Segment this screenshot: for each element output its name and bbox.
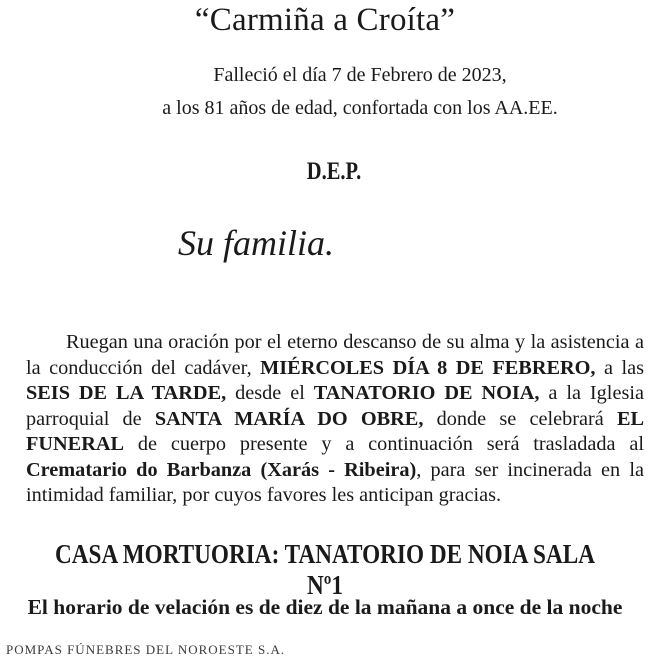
- family-signature: Su familia.: [178, 223, 335, 263]
- announcement-text: desde el: [226, 382, 314, 405]
- age-line: a los 81 años de edad, confortada con los AA.EE.: [162, 97, 558, 119]
- funeral-announcement: [26, 330, 644, 509]
- funeral-date: MIÉRCOLES DÍA 8 DE FEBRERO,: [260, 356, 596, 379]
- announcement-text: , para ser incinerada en la intimidad familiar, por cuyos favores les anticipan gracias.: [26, 458, 644, 507]
- departure-place: TANATORIO DE NOIA,: [313, 382, 540, 405]
- funeral-home-heading: CASA MORTUORIA: TANATORIO DE NOIA SALA Nº1: [55, 539, 595, 600]
- funeral-service: EL FUNERAL: [26, 407, 644, 456]
- announcement-text: de cuerpo presente y a continuación será trasladada al: [124, 433, 644, 456]
- announcement-text: a la Iglesia parroquial de: [26, 382, 644, 430]
- visiting-hours: El horario de velación es de diez de la mañana a once de la noche: [27, 595, 623, 619]
- funeral-company-footer: POMPAS FÚNEBRES DEL NOROESTE S.A.: [6, 642, 286, 657]
- dep-heading: D.E.P.: [306, 158, 362, 185]
- announcement-text: Ruegan una oración por el eterno descanso de su alma y la asistencia a la conducción del cadáver,: [26, 331, 644, 379]
- announcement-text: a las: [595, 356, 644, 379]
- deceased-nickname: “Carmiña a Croíta”: [194, 2, 456, 38]
- death-date-line: Falleció el día 7 de Febrero de 2023,: [213, 64, 507, 86]
- church-name: SANTA MARÍA DO OBRE,: [154, 407, 424, 430]
- funeral-time: SEIS DE LA TARDE,: [26, 382, 227, 405]
- announcement-text: donde se celebrará: [423, 407, 617, 430]
- crematorium-name: Crematario do Barbanza (Xarás - Ribeira): [26, 458, 417, 481]
